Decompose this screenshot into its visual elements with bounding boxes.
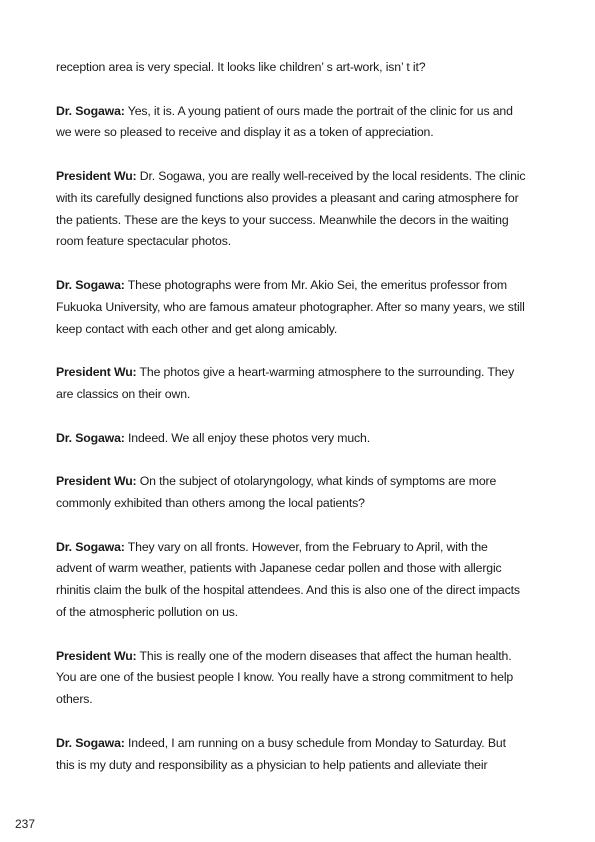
paragraph [56,471,526,515]
speaker-label: President Wu: [56,648,137,663]
paragraph [56,733,526,777]
speaker-label: Dr. Sogawa: [56,735,125,750]
paragraph-text: The photos give a heart-warming atmosphere to the surrounding. They are classics on their own. [56,365,515,401]
paragraph-text: This is really one of the modern diseases that affect the human health. You are one of the busiest people I know. You really have a strong commitment to help others. [56,648,514,707]
paragraph-text: They vary on all fronts. However, from the February to April, with the advent of warm weather, patients with Japanese cedar pollen and those with allergic rhinitis claim the bulk of the hospital attendees. And this is also one of the direct impacts of the atmospheric pollution on us. [56,539,520,619]
page-number: 237 [15,817,36,831]
paragraph [56,646,526,711]
paragraph [56,275,526,340]
paragraph-text: Indeed. We all enjoy these photos very much. [124,430,370,445]
page-body [56,57,526,776]
paragraph [56,362,526,406]
speaker-label: Dr. Sogawa: [56,539,125,554]
paragraph-text: These photographs were from Mr. Akio Sei, the emeritus professor from Fukuoka University, who are famous amateur photographer. After so many years, we still keep contact with each other and get along amicably. [56,277,525,336]
paragraph [56,537,526,624]
paragraph [56,57,526,79]
speaker-label: President Wu: [56,474,137,489]
speaker-label: Dr. Sogawa: [56,277,125,292]
speaker-label: Dr. Sogawa: [56,430,125,445]
paragraph [56,428,526,450]
paragraph [56,101,526,145]
paragraph-text: On the subject of otolaryngology, what kinds of symptoms are more commonly exhibited than others among the local patients? [56,474,497,510]
paragraph-text: Indeed, I am running on a busy schedule from Monday to Saturday. But this is my duty and responsibility as a physician to help patients and alleviate their [56,735,506,772]
speaker-label: Dr. Sogawa: [56,103,125,118]
paragraph-text: Dr. Sogawa, you are really well-received by the local residents. The clinic with its carefully designed functions also provides a pleasant and caring atmosphere for the patients. These are the keys to your success. Meanwhile the decors in the waiting room feature spectacular photos. [56,168,526,249]
paragraph-text: reception area is very special. It looks like children’ s art-work, isn’ t it? [56,60,426,74]
speaker-label: President Wu: [56,365,137,380]
paragraph-text: Yes, it is. A young patient of ours made the portrait of the clinic for us and we were so pleased to receive and display it as a token of appreciation. [56,103,513,140]
paragraph [56,166,526,253]
speaker-label: President Wu: [56,168,137,183]
